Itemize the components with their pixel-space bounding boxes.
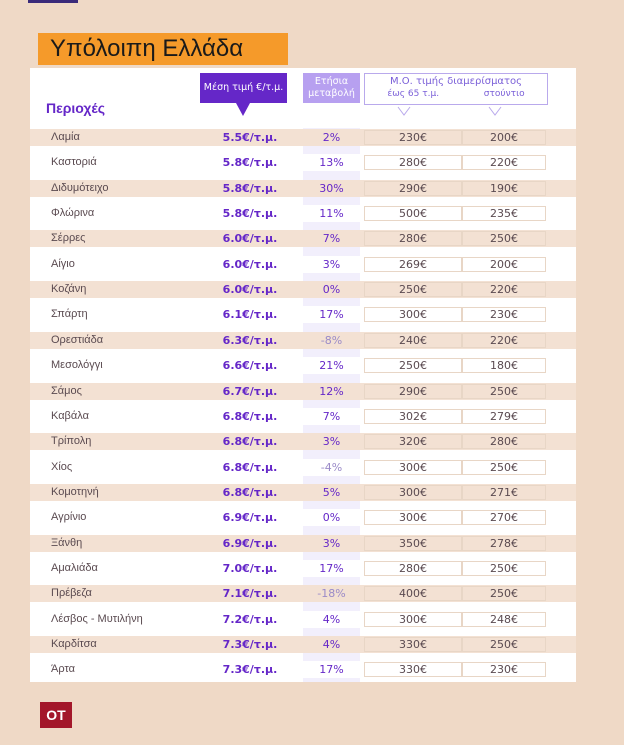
- rent-studio: 250€: [490, 638, 518, 651]
- price-per-sqm: 6.0€/τ.μ.: [222, 283, 278, 297]
- annual-change: 3%: [322, 536, 341, 550]
- annual-change: 12%: [319, 384, 344, 398]
- rent-studio: 200€: [490, 131, 518, 144]
- header-avg-rent-subheaders: [365, 88, 547, 100]
- region-name: Αγρίνιο: [51, 511, 87, 524]
- header-annual-change-line1: Ετήσια: [314, 76, 349, 87]
- rent-studio: 279€: [490, 409, 518, 423]
- rent-studio: 250€: [490, 561, 518, 575]
- region-name: Σάμος: [51, 384, 82, 397]
- price-per-sqm: 5.8€/τ.μ.: [222, 181, 278, 195]
- table-row: [30, 433, 576, 450]
- region-name: Διδυμότειχο: [51, 181, 109, 194]
- table-row: [30, 535, 576, 552]
- rent-up-to-65: 300€: [399, 308, 427, 322]
- header-price-per-sqm: Μέση τιμή €/τ.μ.: [200, 73, 287, 103]
- rent-studio: 235€: [490, 207, 518, 221]
- page-title: Υπόλοιπη Ελλάδα: [38, 33, 288, 65]
- rent-studio: 250€: [490, 384, 518, 398]
- price-per-sqm: 7.3€/τ.μ.: [222, 638, 278, 651]
- annual-change: 7%: [322, 232, 341, 246]
- price-per-sqm: 7.2€/τ.μ.: [222, 612, 278, 626]
- price-per-sqm: 6.8€/τ.μ.: [222, 460, 278, 474]
- price-per-sqm: 5.8€/τ.μ.: [222, 156, 278, 170]
- table-row: [30, 154, 576, 171]
- region-name: Πρέβεζα: [51, 587, 92, 600]
- price-per-sqm: 6.8€/τ.μ.: [222, 409, 278, 423]
- price-per-sqm: 7.1€/τ.μ.: [222, 587, 278, 601]
- table-row: [30, 484, 576, 501]
- rent-up-to-65: 350€: [399, 536, 427, 550]
- rent-up-to-65: 240€: [399, 333, 427, 347]
- rent-studio: 271€: [490, 485, 518, 499]
- header-avg-rent-title: Μ.Ο. τιμής διαμερίσματος: [389, 76, 523, 87]
- rent-up-to-65: 250€: [399, 359, 427, 373]
- annual-change: 2%: [322, 131, 341, 144]
- table-row: [30, 509, 576, 526]
- annual-change: 7%: [322, 409, 341, 423]
- rent-studio: 230€: [490, 308, 518, 322]
- price-per-sqm: 7.0€/τ.μ.: [222, 561, 278, 575]
- table-row: [30, 332, 576, 349]
- rent-studio: 230€: [490, 663, 518, 677]
- rent-studio: 270€: [490, 511, 518, 525]
- region-name: Καρδίτσα: [51, 638, 97, 650]
- annual-change: 5%: [322, 485, 341, 499]
- price-per-sqm: 6.8€/τ.μ.: [222, 485, 278, 499]
- price-per-sqm: 6.9€/τ.μ.: [222, 536, 278, 550]
- table-row: [30, 306, 576, 323]
- region-name: Σπάρτη: [51, 308, 88, 321]
- rent-up-to-65: 280€: [399, 156, 427, 170]
- rent-up-to-65: 290€: [399, 384, 427, 398]
- price-per-sqm: 7.3€/τ.μ.: [222, 663, 278, 677]
- annual-change: 30%: [319, 181, 344, 195]
- rent-up-to-65: 500€: [399, 207, 427, 221]
- rent-studio: 220€: [490, 333, 518, 347]
- rent-up-to-65: 302€: [399, 409, 427, 423]
- region-name: Κοζάνη: [51, 283, 87, 296]
- table-row: [30, 611, 576, 628]
- header-studio: στούντιο: [483, 89, 525, 99]
- rent-studio: 278€: [490, 536, 518, 550]
- annual-change: 3%: [322, 257, 341, 271]
- rent-up-to-65: 280€: [399, 232, 427, 246]
- rent-up-to-65: 300€: [399, 485, 427, 499]
- table-row: [30, 661, 576, 678]
- rent-up-to-65: 300€: [399, 511, 427, 525]
- region-name: Μεσολόγγι: [51, 359, 103, 372]
- annual-change: 21%: [319, 359, 344, 373]
- annual-change: 4%: [322, 638, 341, 651]
- ot-logo: ΟΤ: [40, 702, 72, 728]
- rent-up-to-65: 300€: [399, 460, 427, 474]
- region-name: Καστοριά: [51, 156, 97, 169]
- region-name: Άρτα: [51, 663, 75, 676]
- annual-change: 17%: [319, 663, 344, 677]
- price-per-sqm: 6.0€/τ.μ.: [222, 232, 278, 246]
- annual-change: 17%: [319, 308, 344, 322]
- rent-studio: 250€: [490, 460, 518, 474]
- annual-change: -4%: [320, 460, 343, 474]
- rent-up-to-65: 330€: [399, 663, 427, 677]
- chevron-down-icon: [488, 106, 502, 116]
- table-row: [30, 230, 576, 247]
- annual-change: 17%: [319, 561, 344, 575]
- table-row: [30, 636, 576, 653]
- annual-change: 3%: [322, 435, 341, 449]
- rent-studio: 190€: [490, 181, 518, 195]
- table-row: [30, 256, 576, 273]
- region-name: Σέρρες: [51, 232, 86, 245]
- rent-studio: 280€: [490, 435, 518, 449]
- price-per-sqm: 6.1€/τ.μ.: [222, 308, 278, 322]
- annual-change: 13%: [319, 156, 344, 170]
- price-per-sqm: 6.7€/τ.μ.: [222, 384, 278, 398]
- header-regions: Περιοχές: [46, 100, 106, 116]
- rent-up-to-65: 400€: [399, 587, 427, 601]
- rent-up-to-65: 250€: [399, 283, 427, 297]
- region-name: Αίγιο: [51, 257, 75, 270]
- region-name: Αμαλιάδα: [51, 561, 98, 574]
- region-name: Λέσβος - Μυτιλήνη: [51, 612, 143, 625]
- rent-studio: 200€: [490, 257, 518, 271]
- rent-up-to-65: 269€: [399, 257, 427, 271]
- table-row: [30, 459, 576, 476]
- rent-up-to-65: 280€: [399, 561, 427, 575]
- rent-studio: 220€: [490, 156, 518, 170]
- annual-change: 0%: [322, 511, 341, 525]
- rent-up-to-65: 290€: [399, 181, 427, 195]
- table-row: [30, 383, 576, 400]
- price-per-sqm: 5.5€/τ.μ.: [222, 131, 278, 144]
- table-row: [30, 408, 576, 425]
- table-row: [30, 180, 576, 197]
- rent-up-to-65: 300€: [399, 612, 427, 626]
- header-annual-change-line2: μεταβολή: [308, 88, 355, 99]
- rent-up-to-65: 320€: [399, 435, 427, 449]
- price-per-sqm: 6.3€/τ.μ.: [222, 333, 278, 347]
- price-per-sqm: 6.6€/τ.μ.: [222, 359, 278, 373]
- price-per-sqm: 6.0€/τ.μ.: [222, 257, 278, 271]
- rent-studio: 220€: [490, 283, 518, 297]
- region-name: Καβάλα: [51, 409, 89, 422]
- rent-up-to-65: 330€: [399, 638, 427, 651]
- region-name: Ορεστιάδα: [51, 333, 104, 346]
- price-per-sqm: 6.9€/τ.μ.: [222, 511, 278, 525]
- table-row: [30, 357, 576, 374]
- region-name: Τρίπολη: [51, 435, 92, 448]
- table-row: [30, 205, 576, 222]
- rent-up-to-65: 230€: [399, 131, 427, 144]
- price-per-sqm: 6.8€/τ.μ.: [222, 435, 278, 449]
- region-name: Κομοτηνή: [51, 485, 99, 498]
- rent-studio: 250€: [490, 587, 518, 601]
- price-per-sqm: 5.8€/τ.μ.: [222, 207, 278, 221]
- table-row: [30, 560, 576, 577]
- rent-studio: 180€: [490, 359, 518, 373]
- table-row: [30, 281, 576, 298]
- annual-change: -8%: [320, 333, 343, 347]
- region-name: Χίος: [51, 460, 73, 473]
- annual-change: 11%: [319, 207, 344, 221]
- top-accent-line: [28, 0, 78, 3]
- price-header-arrow: [236, 103, 250, 116]
- header-avg-rent: [364, 73, 548, 105]
- chevron-down-icon: [397, 106, 411, 116]
- rent-studio: 250€: [490, 232, 518, 246]
- annual-change: -18%: [317, 587, 346, 601]
- annual-change: 4%: [322, 612, 341, 626]
- table-row: [30, 129, 576, 146]
- annual-change: 0%: [322, 283, 341, 297]
- region-name: Ξάνθη: [51, 536, 83, 549]
- table-row: [30, 585, 576, 602]
- rent-studio: 248€: [490, 612, 518, 626]
- header-annual-change: [303, 73, 360, 103]
- region-name: Λαμία: [51, 131, 80, 143]
- region-name: Φλώρινα: [51, 207, 95, 220]
- header-up-to-65: έως 65 τ.μ.: [387, 89, 440, 99]
